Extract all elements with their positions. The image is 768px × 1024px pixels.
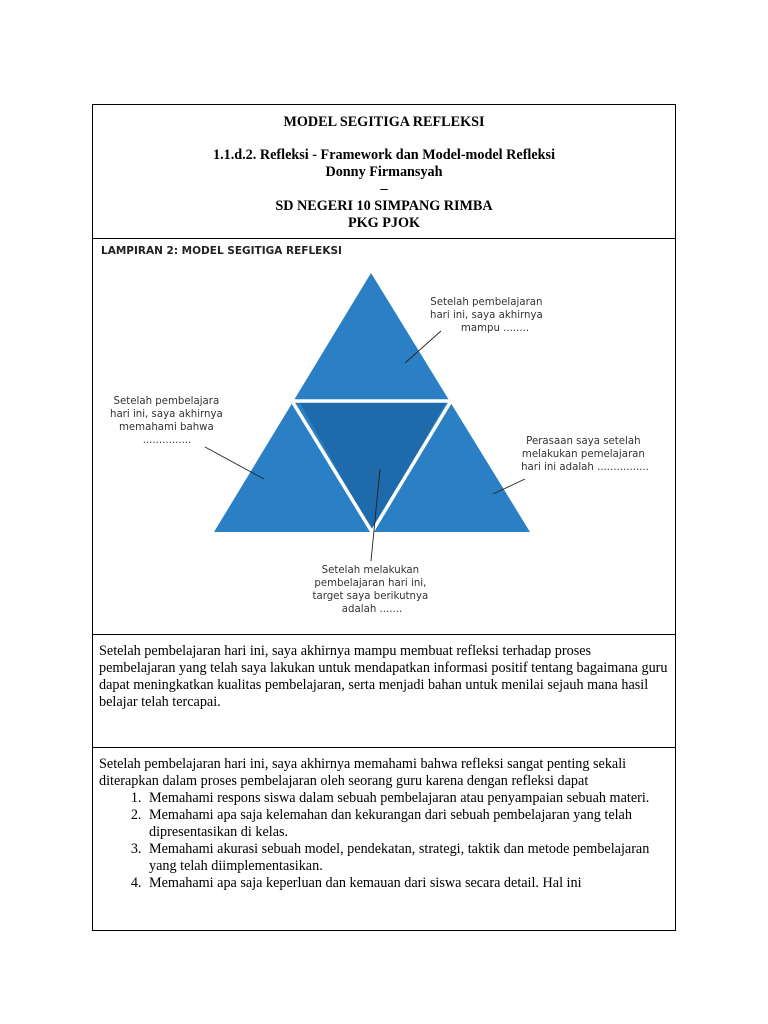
- label-bottom-line1: Setelah melakukan: [321, 565, 420, 576]
- label-bottom-line4: adalah .......: [341, 604, 403, 615]
- label-left-line2: hari ini, saya akhirnya: [109, 409, 223, 420]
- list-item: 3. Memahami akurasi sebuah model, pendekatan, strategi, taktik dan metode pembelajaran yang telah diimplementasikan.: [145, 841, 669, 875]
- reflection-triangle-diagram: [93, 239, 677, 634]
- label-top-right-line3: mampu ........: [460, 323, 530, 334]
- separator-dash: –: [380, 181, 388, 197]
- label-right-line2: melakukan pemelajaran: [521, 449, 645, 460]
- document-title: MODEL SEGITIGA REFLEKSI: [283, 114, 485, 130]
- school-name: SD NEGERI 10 SIMPANG RIMBA: [275, 198, 493, 214]
- label-left-line3: memahami bahwa: [118, 422, 214, 433]
- program-name: PKG PJOK: [347, 215, 421, 231]
- reflection-table: [92, 104, 676, 931]
- header-cell: [93, 105, 676, 239]
- reflection-paragraph-2-intro: Setelah pembelajaran hari ini, saya akhirnya memahami bahwa refleksi sangat penting sekali diterapkan dalam proses pembelajaran oleh seorang guru karena dengan refleksi dapat: [99, 756, 627, 789]
- callout-line-left: [205, 447, 264, 479]
- label-right-line1: Perasaan saya setelah: [526, 436, 641, 447]
- author-name: Donny Firmansyah: [325, 164, 443, 180]
- reflection-paragraph-1-cell: [93, 635, 676, 748]
- label-top-right-line2: hari ini, saya akhirnya: [429, 310, 543, 321]
- label-bottom-line2: pembelajaran hari ini,: [314, 578, 427, 589]
- reasons-list: [99, 790, 669, 892]
- label-left: [110, 396, 226, 446]
- list-item: 2. Memahami apa saja kelemahan dan kekurangan dari sebuah pembelajaran yang telah dipresentasikan di kelas.: [145, 807, 669, 841]
- diagram-cell: [93, 239, 676, 635]
- label-right: [521, 436, 649, 473]
- label-top-right: [430, 297, 546, 334]
- label-left-line4: ...............: [142, 435, 192, 446]
- reflection-paragraph-2-cell: [93, 748, 676, 931]
- label-right-line3: hari ini adalah ................: [521, 462, 649, 473]
- list-item: 1. Memahami respons siswa dalam sebuah pembelajaran atau penyampaian sebuah materi.: [145, 790, 669, 807]
- label-bottom: [312, 565, 431, 615]
- reflection-paragraph-1: Setelah pembelajaran hari ini, saya akhirnya mampu membuat refleksi terhadap proses pembelajaran yang telah saya lakukan untuk mendapatkan informasi positif tentang bagaimana guru dapat meningkatkan kualitas pembelajaran, serta menjadi bahan untuk menilai sejauh mana hasil belajar telah tercapai.: [99, 643, 668, 710]
- list-item: 4. Memahami apa saja keperluan dan kemauan dari siswa secara detail. Hal ini: [145, 875, 669, 892]
- label-left-line1: Setelah pembelajara: [113, 396, 220, 407]
- label-top-right-line1: Setelah pembelajaran: [430, 297, 543, 308]
- diagram-heading: LAMPIRAN 2: MODEL SEGITIGA REFLEKSI: [101, 245, 342, 257]
- label-bottom-line3: target saya berikutnya: [312, 591, 429, 602]
- document-subtitle: 1.1.d.2. Refleksi - Framework dan Model-model Refleksi: [212, 147, 556, 163]
